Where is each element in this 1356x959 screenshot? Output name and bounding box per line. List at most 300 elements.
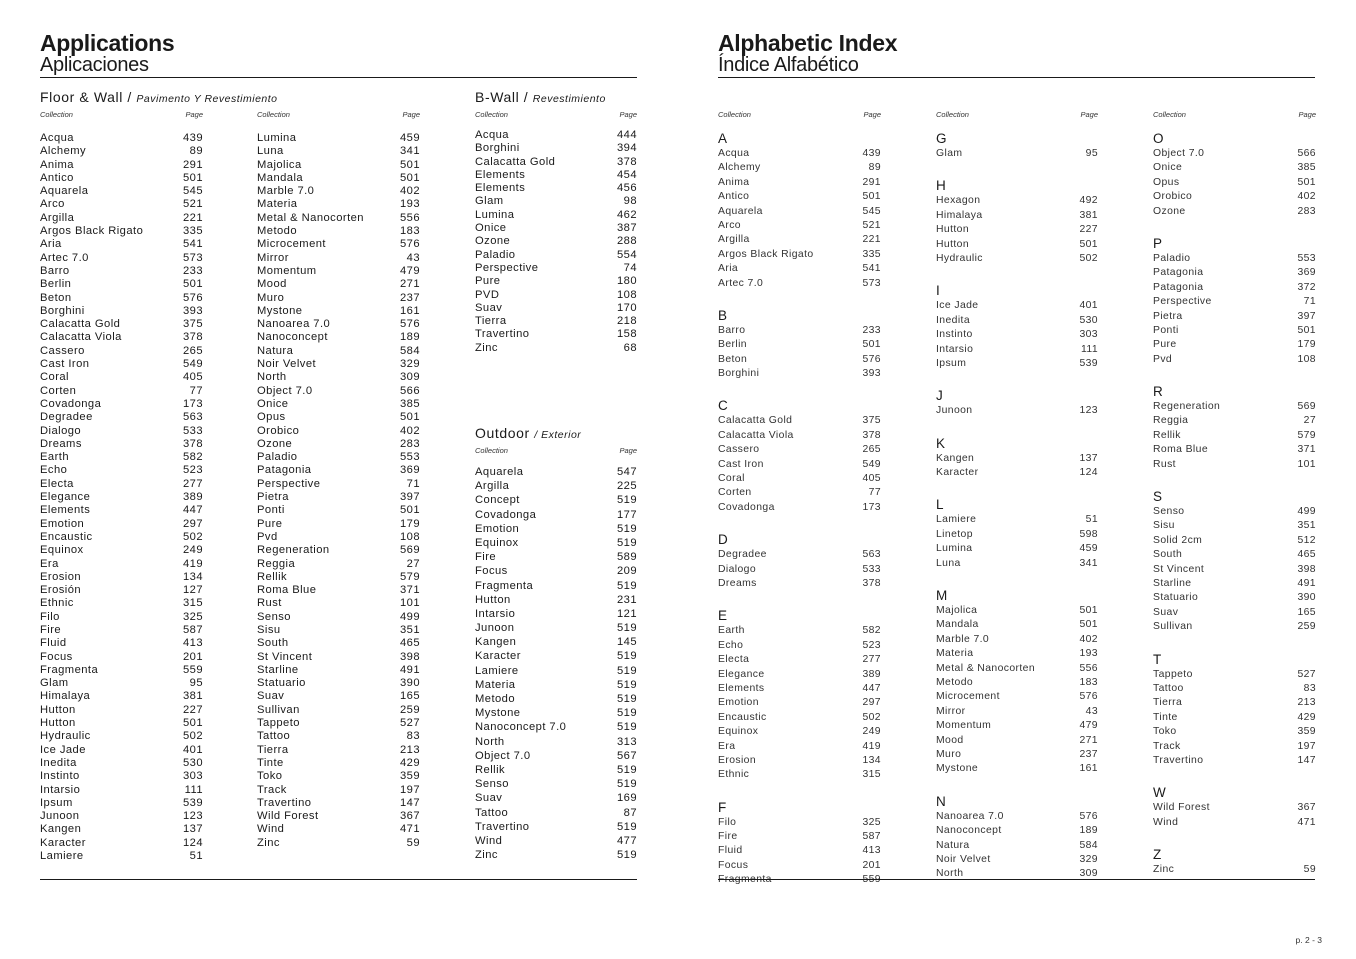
page-number: 297 (182, 517, 203, 530)
page-number: 584 (399, 344, 420, 357)
collection-name: Anima (718, 176, 750, 188)
list-item (475, 777, 637, 791)
collection-name: Antico (718, 191, 750, 203)
list-item (257, 823, 420, 836)
collection-name: Ethnic (718, 769, 750, 781)
page-number: 165 (399, 690, 420, 703)
index-entry (718, 768, 881, 782)
list-item (40, 318, 203, 331)
page-number: 108 (1297, 353, 1316, 365)
index-letter-heading: L (936, 497, 944, 513)
collection-name: Reggia (257, 557, 296, 570)
collection-name: Momentum (257, 264, 317, 277)
index-entry (718, 161, 881, 175)
index-entry (936, 705, 1098, 719)
page-number: 465 (1297, 549, 1316, 561)
alphabetic-index-header (718, 31, 897, 75)
list-item (40, 252, 203, 265)
index-entry (1153, 147, 1316, 161)
index-entry (718, 501, 881, 515)
column-header (475, 446, 637, 456)
outdoor-column (475, 446, 637, 862)
index-entry (936, 748, 1098, 762)
list-item (475, 678, 637, 692)
collection-name: Instinto (40, 770, 80, 783)
page-number: 179 (1297, 339, 1316, 351)
index-letter-group (1153, 635, 1316, 769)
collection-name: Equinox (475, 536, 519, 549)
list-item (40, 730, 203, 743)
page-number: 213 (399, 743, 420, 756)
list-item (40, 637, 203, 650)
list-item (257, 797, 420, 810)
column-header (475, 110, 637, 120)
page-number: 359 (399, 770, 420, 783)
index-entry (936, 604, 1098, 618)
collection-name: Dreams (718, 577, 757, 589)
collection-name: Calacatta Gold (718, 415, 793, 427)
page-number: 530 (182, 756, 203, 769)
page-number: 398 (1297, 563, 1316, 575)
index-entry (718, 563, 881, 577)
collection-name: Ponti (1153, 324, 1179, 336)
collection-name: Pure (1153, 339, 1177, 351)
collection-name: Noir Velvet (936, 853, 991, 865)
collection-name: Ethnic (40, 597, 74, 610)
page-number: 479 (399, 264, 420, 277)
collection-name: Muro (936, 748, 962, 760)
collection-name: Materia (936, 648, 974, 660)
collection-name: Pvd (257, 530, 278, 543)
collection-name: Junoon (40, 810, 80, 823)
index-letter-heading: S (1153, 489, 1163, 505)
list-item (257, 504, 420, 517)
collection-name: Mystone (257, 304, 303, 317)
index-letter-heading: N (936, 793, 946, 809)
page-number: 587 (182, 623, 203, 636)
collection-name: Electa (40, 477, 74, 490)
page-number: 598 (1079, 528, 1098, 540)
collection-name: Wind (257, 823, 285, 836)
collection-name: Encaustic (718, 711, 767, 723)
page-number: 576 (399, 238, 420, 251)
list-item (40, 744, 203, 757)
index-entry (1153, 266, 1316, 280)
page-number: 579 (1297, 429, 1316, 441)
page-number: 501 (182, 171, 203, 184)
page-number: 556 (399, 211, 420, 224)
collection-name: Onice (475, 222, 507, 235)
page-number: 233 (862, 324, 881, 336)
index-entry (1153, 338, 1316, 352)
page-number: 158 (616, 328, 637, 341)
page-number: 390 (399, 677, 420, 690)
page-number: 385 (399, 397, 420, 410)
collection-name: Artec 7.0 (40, 251, 89, 264)
page-number: 237 (399, 291, 420, 304)
list-item (257, 132, 420, 145)
collection-name: Intarsio (936, 343, 974, 355)
collection-name: Beton (40, 291, 72, 304)
page-number: 582 (182, 451, 203, 464)
collection-name: Berlin (40, 278, 72, 291)
index-subtitle: Índice Alfabético (718, 54, 859, 76)
page-number: 527 (1297, 668, 1316, 680)
collection-name: Encaustic (40, 530, 93, 543)
page-number: 341 (1079, 557, 1098, 569)
page-label: Page (619, 110, 637, 119)
collection-name: Ipsum (936, 357, 967, 369)
list-item (257, 252, 420, 265)
index-letter-group (718, 291, 881, 382)
page-number: 398 (399, 650, 420, 663)
column-header (936, 110, 1098, 120)
page-number: 123 (1079, 405, 1098, 417)
collection-name: Himalaya (40, 690, 91, 703)
list-item (40, 438, 203, 451)
page-number: 519 (616, 778, 637, 791)
collection-name: Cassero (718, 444, 760, 456)
index-entry (718, 844, 881, 858)
page-number: 173 (862, 501, 881, 513)
collection-name: Patagonia (1153, 267, 1204, 279)
page-number: 501 (1079, 605, 1098, 617)
index-letter-group (718, 381, 881, 515)
collection-name: Berlin (718, 339, 747, 351)
page-number: 563 (862, 549, 881, 561)
index-letter-group (936, 130, 1098, 161)
page-number: 193 (399, 198, 420, 211)
index-letter-heading: Z (1153, 847, 1162, 863)
index-letter-heading: K (936, 435, 946, 451)
page-number: 429 (1297, 711, 1316, 723)
list-item (475, 302, 637, 315)
list-item (40, 690, 203, 703)
collection-label: Collection (1153, 110, 1186, 119)
collection-name: Lamiere (936, 514, 977, 526)
outdoor-title-en: Outdoor (475, 425, 530, 441)
page-number: 95 (1085, 148, 1098, 159)
collection-name: Onice (257, 397, 289, 410)
collection-name: Sullivan (257, 703, 300, 716)
index-entry (718, 219, 881, 233)
collection-name: Rust (1153, 458, 1176, 470)
page-title: Applications (40, 30, 175, 56)
page-number: 291 (182, 158, 203, 171)
index-entry (1153, 725, 1316, 739)
collection-name: Era (40, 557, 59, 570)
collection-name: Mandala (936, 619, 979, 631)
collection-name: Rellik (475, 763, 506, 776)
collection-name: Natura (936, 839, 970, 851)
collection-name: Degradee (718, 549, 767, 561)
collection-name: Elements (718, 682, 765, 694)
index-entry (936, 238, 1098, 252)
bottom-divider-left (40, 879, 637, 880)
collection-name: Metodo (936, 676, 974, 688)
page-label: Page (863, 110, 881, 119)
collection-name: Majolica (936, 605, 978, 617)
page-number: 393 (862, 368, 881, 380)
collection-name: Arco (718, 219, 741, 231)
collection-name: Argilla (475, 480, 510, 493)
collection-name: Senso (475, 778, 509, 791)
collection-name: Era (718, 740, 736, 752)
index-entry (718, 205, 881, 219)
collection-name: Erosion (40, 570, 82, 583)
collection-name: Object 7.0 (1153, 148, 1205, 159)
column-header (718, 110, 881, 120)
list-item (475, 508, 637, 522)
collection-name: Solid 2cm (1153, 534, 1203, 546)
page-label: Page (185, 110, 203, 119)
page-number: 169 (616, 792, 637, 805)
index-entry (936, 147, 1098, 161)
list-item (257, 425, 420, 438)
index-entry (718, 429, 881, 443)
list-item (40, 398, 203, 411)
list-item (257, 491, 420, 504)
index-entry (936, 357, 1098, 371)
list-item (40, 371, 203, 384)
page-number: 108 (616, 288, 637, 301)
list-item (257, 345, 420, 358)
collection-name: Borghini (718, 368, 760, 380)
list-item (257, 451, 420, 464)
index-entry (1153, 252, 1316, 266)
index-entry (936, 839, 1098, 853)
page-number: 369 (399, 464, 420, 477)
collection-name: Argilla (718, 234, 750, 246)
collection-label: Collection (475, 110, 508, 119)
page-number: 59 (406, 836, 420, 849)
index-letter-group (718, 130, 881, 291)
page-number: 439 (182, 132, 203, 144)
list-item (257, 677, 420, 690)
list-item (40, 358, 203, 371)
collection-name: Aquarela (475, 466, 524, 478)
index-entry (1153, 591, 1316, 605)
list-item (257, 611, 420, 624)
outdoor-title (475, 425, 581, 441)
page-number: 523 (182, 464, 203, 477)
bwall-title-es: Revestimiento (532, 93, 606, 105)
page-number: 173 (182, 397, 203, 410)
page-number: 265 (862, 444, 881, 456)
index-letter-heading: D (718, 532, 728, 548)
collection-label: Collection (475, 446, 508, 455)
list-item (475, 536, 637, 550)
page-number: 329 (399, 358, 420, 371)
index-entry (1153, 534, 1316, 548)
page-number: 405 (182, 371, 203, 384)
page-number: 385 (1297, 162, 1316, 174)
collection-name: Pietra (257, 491, 289, 504)
index-entry (1153, 740, 1316, 754)
page-number: 479 (1079, 720, 1098, 732)
list-item (257, 212, 420, 225)
collection-name: South (1153, 549, 1183, 561)
collection-name: Tierra (1153, 697, 1183, 709)
page-number: 27 (406, 557, 420, 570)
index-letter-heading: B (718, 307, 728, 323)
collection-name: Travertino (257, 796, 312, 809)
collection-name: Linetop (936, 528, 973, 540)
page-number: 459 (399, 132, 420, 144)
page-number: 539 (1079, 357, 1098, 369)
page-number: 501 (182, 278, 203, 291)
collection-name: Pietra (1153, 310, 1183, 322)
collection-name: Glam (40, 677, 69, 690)
collection-name: Marble 7.0 (936, 633, 990, 645)
index-entry (718, 725, 881, 739)
page-number: 429 (399, 756, 420, 769)
page-number: 519 (616, 721, 637, 734)
index-column-3 (1153, 110, 1316, 877)
page-number: 108 (399, 530, 420, 543)
page-subtitle: Aplicaciones (40, 54, 149, 76)
page-number: 74 (623, 261, 637, 274)
index-entry (936, 314, 1098, 328)
collection-name: Glam (475, 195, 504, 208)
collection-name: Rellik (1153, 429, 1181, 441)
collection-name: Paladio (257, 451, 298, 464)
collection-name: Luna (257, 145, 284, 158)
index-entry (1153, 668, 1316, 682)
collection-name: Onice (1153, 162, 1183, 174)
list-item (40, 531, 203, 544)
page-number: 71 (1303, 296, 1316, 308)
index-column-2 (936, 110, 1098, 882)
page-number: 381 (1079, 209, 1098, 221)
page-number: 502 (1079, 252, 1098, 264)
collection-name: Barro (718, 324, 746, 336)
collection-name: Karacter (475, 650, 521, 663)
collection-name: Metodo (475, 693, 516, 705)
index-entry (718, 740, 881, 754)
page-number: 502 (182, 730, 203, 743)
list-item (40, 837, 203, 850)
collection-name: Hexagon (936, 195, 981, 207)
page-number: 201 (182, 650, 203, 663)
list-item (475, 579, 637, 593)
page-number: 101 (1297, 458, 1316, 470)
collection-name: Mirror (257, 251, 289, 264)
list-item (475, 820, 637, 834)
index-entry (936, 513, 1098, 527)
collection-name: Lumina (475, 208, 515, 221)
index-entry (1153, 519, 1316, 533)
list-item (257, 664, 420, 677)
list-item (475, 720, 637, 734)
page-number: 419 (182, 557, 203, 570)
list-item (40, 185, 203, 198)
collection-name: Hutton (936, 224, 970, 236)
page-number: 567 (616, 749, 637, 762)
list-item (40, 278, 203, 291)
index-entry (718, 548, 881, 562)
page-number: 523 (862, 639, 881, 651)
index-entry (718, 190, 881, 204)
index-letter-group (718, 783, 881, 888)
collection-name: Erosion (718, 754, 757, 766)
page-number: 127 (182, 584, 203, 597)
collection-name: Muro (257, 291, 285, 304)
index-entry (718, 367, 881, 381)
page-number: 183 (399, 225, 420, 238)
index-entry (1153, 205, 1316, 219)
list-item (257, 544, 420, 557)
page-number: 315 (862, 769, 881, 781)
collection-name: North (936, 868, 964, 880)
page-number: 576 (399, 318, 420, 331)
collection-name: Nanoconcept (936, 825, 1002, 837)
index-letter-heading: W (1153, 785, 1166, 801)
collection-name: Starline (1153, 577, 1192, 589)
list-item (257, 172, 420, 185)
page-number: 501 (399, 411, 420, 424)
list-item (475, 635, 637, 649)
page-number: 573 (182, 251, 203, 264)
page-number: 43 (1085, 705, 1098, 717)
page-number: 413 (182, 637, 203, 650)
page-number: 547 (616, 466, 637, 478)
page-number: 59 (1303, 864, 1316, 876)
page-number: 402 (1079, 633, 1098, 645)
collection-name: Emotion (475, 522, 520, 535)
page-number: 501 (862, 191, 881, 203)
collection-name: Lumina (257, 132, 297, 144)
collection-name: Aria (718, 263, 739, 275)
index-letter-heading: T (1153, 651, 1162, 667)
index-entry (1153, 458, 1316, 472)
index-entry (936, 299, 1098, 313)
page-number: 325 (182, 610, 203, 623)
collection-name: Pvd (1153, 353, 1173, 365)
page-number: 375 (182, 318, 203, 331)
list-item (257, 385, 420, 398)
collection-name: Kangen (475, 636, 517, 649)
collection-name: Tappeto (1153, 668, 1193, 680)
page-number: 390 (1297, 592, 1316, 604)
page-number: 397 (399, 491, 420, 504)
list-item (475, 249, 637, 262)
collection-name: Junoon (475, 622, 515, 635)
list-item (475, 791, 637, 805)
page-number: 137 (1079, 452, 1098, 464)
page-number: 519 (616, 664, 637, 677)
collection-name: Tinte (1153, 711, 1178, 723)
list-item (475, 848, 637, 862)
page-number: 371 (1297, 444, 1316, 456)
collection-name: Barro (40, 264, 70, 277)
collection-name: Junoon (936, 405, 973, 417)
page-number: 227 (182, 703, 203, 716)
list-item (475, 222, 637, 235)
page-number: 89 (189, 145, 203, 158)
list-item (40, 464, 203, 477)
collection-name: Tattoo (257, 730, 291, 743)
bwall-title-en: B-Wall / (475, 89, 529, 105)
collection-name: Fragmenta (475, 579, 534, 592)
collection-name: Pure (475, 275, 501, 288)
collection-name: Karacter (40, 836, 86, 849)
list-item (257, 784, 420, 797)
collection-name: Cast Iron (718, 458, 764, 470)
collection-name: Sullivan (1153, 621, 1193, 633)
collection-name: South (257, 637, 289, 650)
page-number: 89 (868, 162, 881, 174)
